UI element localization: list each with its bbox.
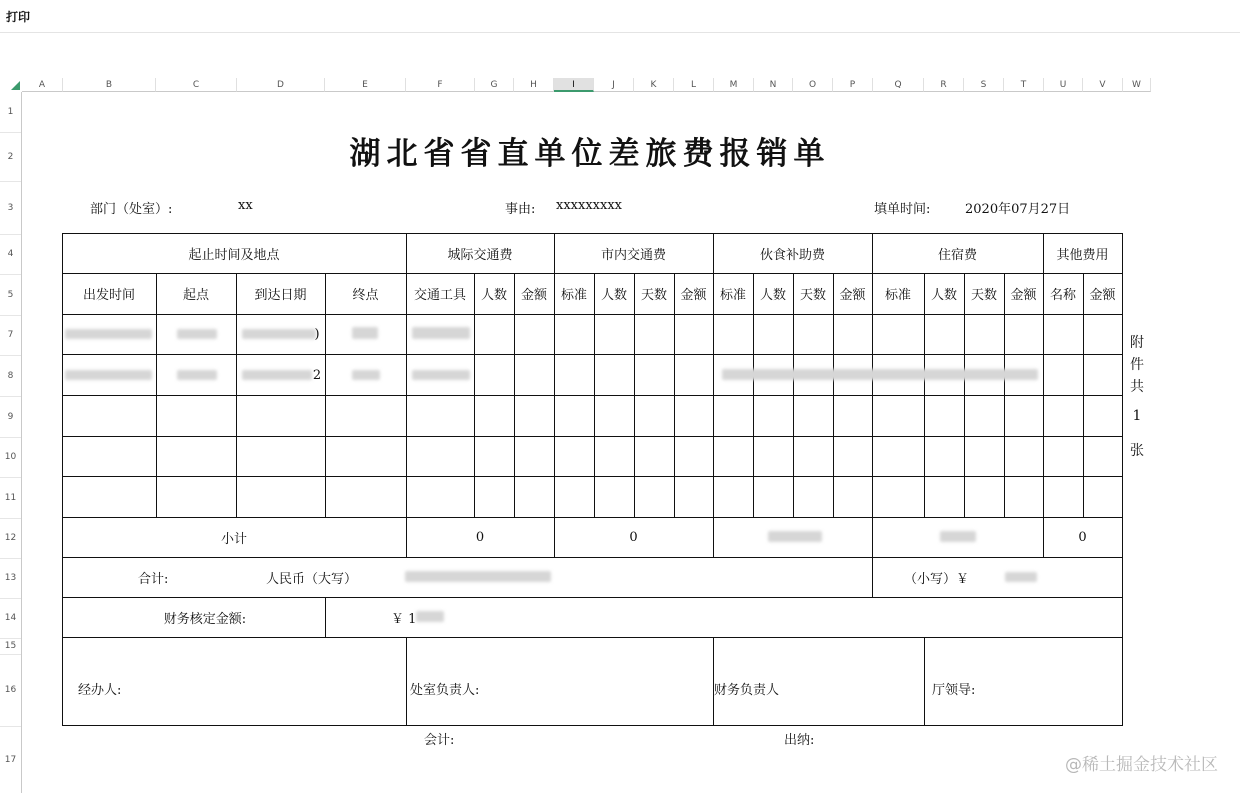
subheader-depart-time: 出发时间 — [82, 288, 135, 303]
finance-value[interactable]: ￥ 1 — [391, 611, 417, 627]
subtotal-city: 0 — [629, 529, 638, 545]
subheader-name: 名称 — [1049, 288, 1076, 303]
row-header-16[interactable]: 16 — [0, 654, 22, 726]
redacted-finance-value — [416, 611, 444, 622]
column-header-l[interactable]: L — [674, 78, 714, 92]
column-header-w[interactable]: W — [1123, 78, 1151, 92]
redacted-start — [177, 370, 217, 380]
subtotal-other: 0 — [1078, 529, 1087, 545]
redacted-vehicle — [412, 327, 470, 339]
subheader-standard: 标准 — [560, 288, 587, 303]
accountant-label: 会计: — [424, 732, 455, 748]
column-header-t[interactable]: T — [1004, 78, 1044, 92]
column-header-d[interactable]: D — [237, 78, 325, 92]
column-header-m[interactable]: M — [714, 78, 754, 92]
select-all-icon — [11, 81, 20, 90]
attach-char-3: 共 — [1130, 379, 1144, 395]
rmb-upper-label: 人民币（大写） — [266, 571, 358, 587]
finance-label: 财务核定金额: — [163, 611, 247, 627]
column-header-j[interactable]: J — [594, 78, 634, 92]
subheader-amount: 金额 — [1089, 288, 1116, 303]
subheader-amount: 金额 — [520, 288, 547, 303]
subtotal-label: 小计 — [220, 531, 247, 547]
vline — [924, 637, 925, 726]
row-header-9[interactable]: 9 — [0, 396, 22, 437]
dept-value[interactable]: xx — [238, 198, 253, 213]
redacted-depart-time — [65, 370, 152, 380]
arrive-date-fragment: 2 — [312, 367, 322, 383]
date-value[interactable]: 2020年07月27日 — [965, 202, 1071, 217]
subheader-days: 天数 — [640, 288, 667, 303]
row-header-8[interactable]: 8 — [0, 355, 22, 396]
subheader-amount: 金额 — [1010, 288, 1037, 303]
row-header-5[interactable]: 5 — [0, 274, 22, 315]
redacted-end — [352, 370, 380, 380]
subheader-vehicle: 交通工具 — [413, 288, 466, 303]
handler-label: 经办人: — [78, 682, 122, 698]
redacted-rmb-upper — [405, 571, 551, 582]
finance-head-label: 财务负责人 — [714, 682, 780, 698]
watermark: @稀土掘金技术社区 — [1065, 755, 1218, 775]
header-time-place: 起止时间及地点 — [188, 247, 280, 263]
redacted-vehicle — [412, 370, 470, 380]
header-lodging: 住宿费 — [937, 247, 977, 263]
hall-leader-label: 厅领导: — [932, 682, 976, 698]
redacted-arrive-date — [242, 370, 312, 380]
header-meal: 伙食补助费 — [759, 247, 825, 263]
subheader-start: 起点 — [182, 288, 209, 303]
vline — [406, 637, 407, 726]
subheader-people: 人数 — [930, 288, 957, 303]
row-header-4[interactable]: 4 — [0, 234, 22, 274]
row-header-13[interactable]: 13 — [0, 558, 22, 598]
subheader-end: 终点 — [352, 288, 379, 303]
row-header-10[interactable]: 10 — [0, 437, 22, 477]
hline — [62, 725, 1123, 726]
subheader-days: 天数 — [799, 288, 826, 303]
subheader-people: 人数 — [480, 288, 507, 303]
rmb-lower-label: （小写）￥ — [904, 571, 970, 587]
office-head-label: 处室负责人: — [410, 682, 480, 698]
print-title-bar — [0, 0, 1240, 33]
reason-value[interactable]: xxxxxxxxx — [556, 198, 622, 213]
column-header-g[interactable]: G — [475, 78, 514, 92]
row-header-12[interactable]: 12 — [0, 518, 22, 558]
attach-char-5: 张 — [1130, 443, 1144, 459]
column-header-q[interactable]: Q — [873, 78, 924, 92]
column-header-e[interactable]: E — [325, 78, 406, 92]
redacted-subtotal-meal — [768, 531, 822, 542]
column-header-f[interactable]: F — [406, 78, 475, 92]
redacted-meal-lodging — [722, 369, 1038, 380]
column-header-h[interactable]: H — [514, 78, 554, 92]
column-header-n[interactable]: N — [754, 78, 793, 92]
select-all-corner[interactable] — [0, 78, 22, 92]
column-header-v[interactable]: V — [1083, 78, 1123, 92]
redacted-rmb-lower — [1005, 572, 1037, 582]
row-header-1[interactable]: 1 — [0, 92, 22, 132]
column-header-c[interactable]: C — [156, 78, 237, 92]
column-header-b[interactable]: B — [63, 78, 156, 92]
header-city: 市内交通费 — [600, 247, 666, 263]
column-header-r[interactable]: R — [924, 78, 964, 92]
header-other: 其他费用 — [1056, 247, 1109, 263]
subheader-days: 天数 — [970, 288, 997, 303]
row-header-15[interactable]: 15 — [0, 638, 22, 654]
row-header-3[interactable]: 3 — [0, 181, 22, 234]
attach-char-2: 件 — [1130, 357, 1144, 373]
column-header-o[interactable]: O — [793, 78, 833, 92]
vline — [872, 557, 873, 598]
column-header-a[interactable]: A — [22, 78, 63, 92]
redacted-depart-time — [65, 329, 152, 339]
dept-label: 部门（处室）: — [90, 202, 173, 217]
hline — [62, 637, 1123, 638]
date-label: 填单时间: — [874, 202, 931, 217]
subheader-people: 人数 — [759, 288, 786, 303]
arrive-date-fragment: ) — [314, 326, 320, 342]
subheader-standard: 标准 — [719, 288, 746, 303]
redacted-arrive-date — [242, 329, 316, 339]
form-title: 湖北省省直单位差旅费报销单 — [349, 136, 831, 172]
header-intercity: 城际交通费 — [447, 247, 513, 263]
subheader-amount: 金额 — [680, 288, 707, 303]
redacted-end — [352, 327, 378, 339]
row-header-14[interactable]: 14 — [0, 598, 22, 638]
subtotal-intercity: 0 — [475, 529, 485, 545]
subheader-standard: 标准 — [884, 288, 911, 303]
row-header-11[interactable]: 11 — [0, 477, 22, 518]
cashier-label: 出纳: — [784, 732, 815, 748]
vline — [1122, 233, 1123, 726]
subheader-arrive-date: 到达日期 — [254, 288, 307, 303]
attach-count: 1 — [1132, 408, 1142, 424]
column-header-p[interactable]: P — [833, 78, 873, 92]
total-label: 合计: — [138, 571, 169, 587]
row-header-17[interactable]: 17 — [0, 726, 22, 793]
column-header-k[interactable]: K — [634, 78, 674, 92]
column-header-u[interactable]: U — [1044, 78, 1083, 92]
redacted-start — [177, 329, 217, 339]
subheader-amount: 金额 — [839, 288, 866, 303]
redacted-subtotal-lodging — [940, 531, 976, 542]
row-header-7[interactable]: 7 — [0, 315, 22, 355]
column-header-i[interactable]: I — [554, 78, 594, 92]
row-header-2[interactable]: 2 — [0, 132, 22, 181]
reason-label: 事由: — [505, 202, 536, 217]
subheader-people: 人数 — [600, 288, 627, 303]
attach-char-1: 附 — [1130, 335, 1144, 351]
window-title: 打印 — [6, 10, 31, 24]
column-header-s[interactable]: S — [964, 78, 1004, 92]
vline — [325, 597, 326, 638]
